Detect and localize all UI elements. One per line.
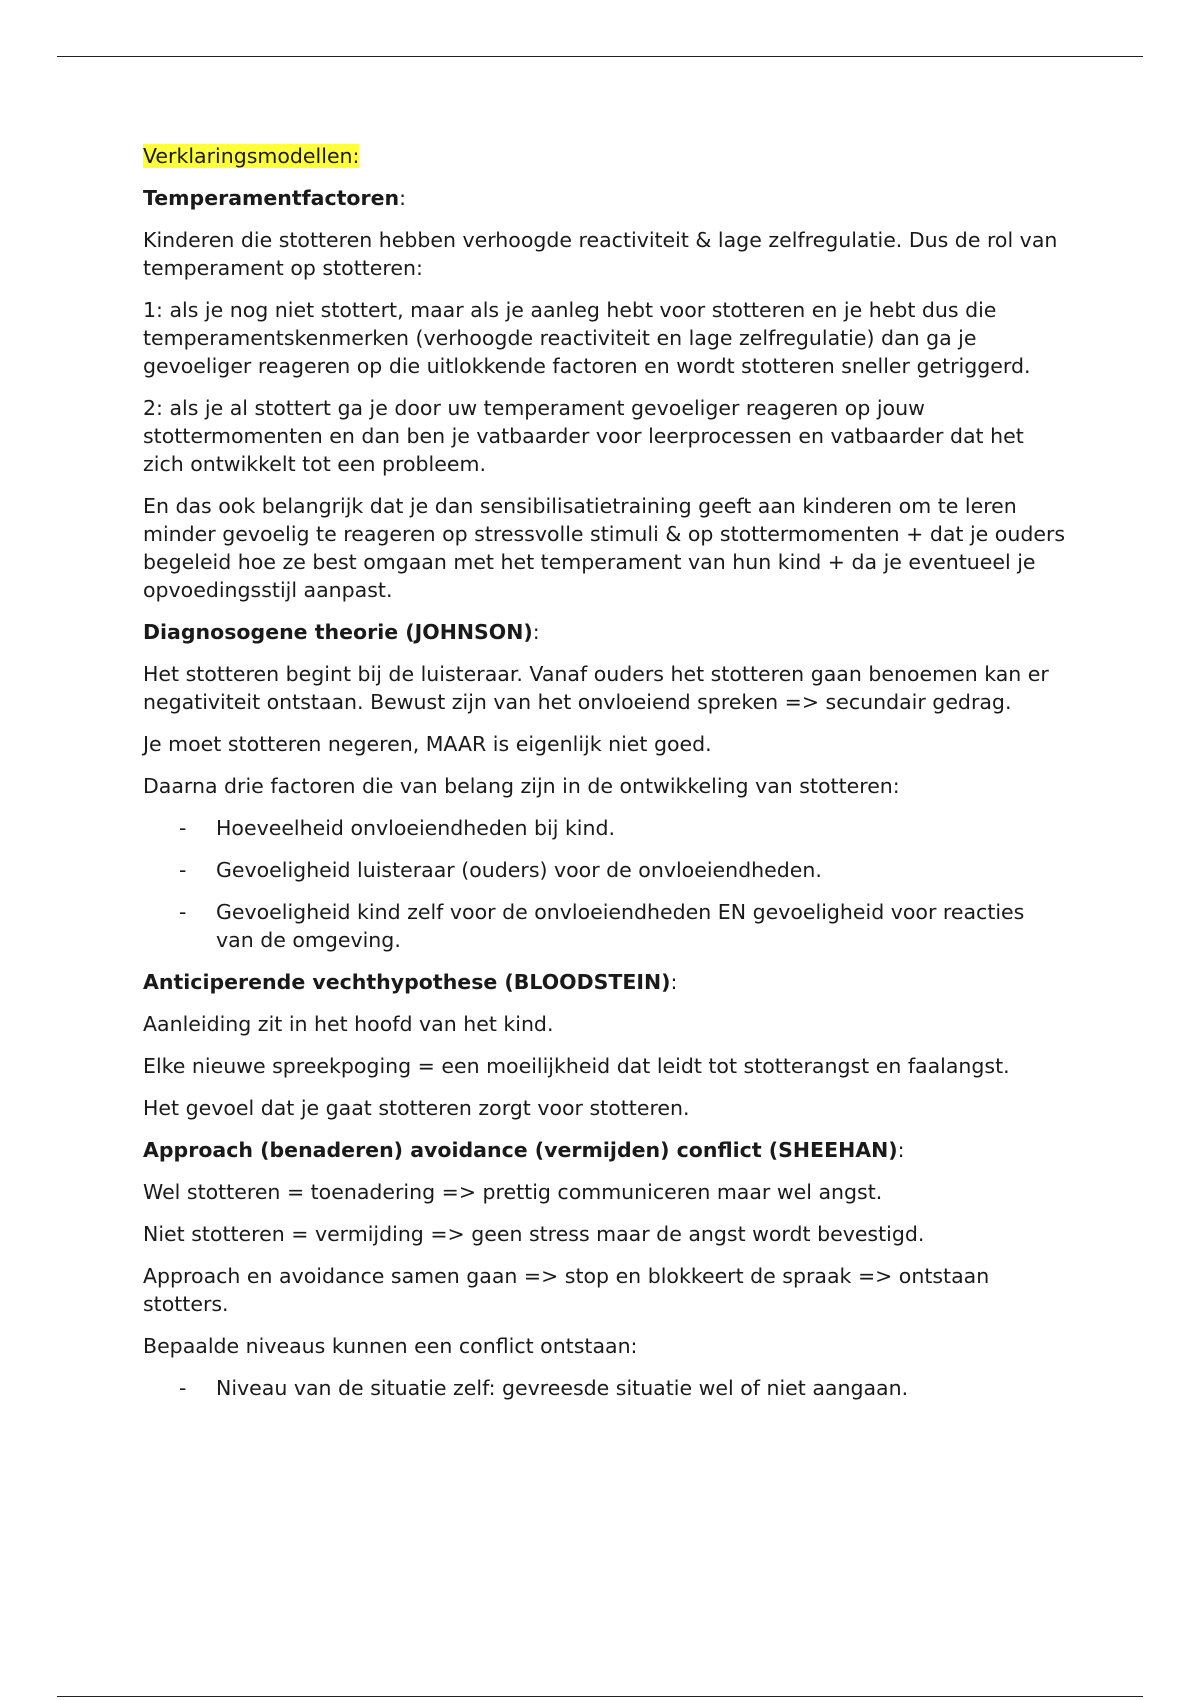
section-heading-anticiperende [143, 968, 1068, 996]
paragraph: Bepaalde niveaus kunnen een conflict ontstaan: [143, 1334, 638, 1358]
list-item-text: Niveau van de situatie zelf: gevreesde situatie wel of niet aangaan. [216, 1376, 909, 1400]
footer-rule [57, 1696, 1143, 1697]
header-rule [57, 56, 1143, 57]
paragraph: Approach en avoidance samen gaan => stop en blokkeert de spraak => ontstaan stotters. [143, 1264, 990, 1316]
section-heading-diagnosogene [143, 618, 1068, 646]
dash-bullet: - [179, 1376, 187, 1400]
paragraph: Elke nieuwe spreekpoging = een moeilijkheid dat leidt tot stotterangst en faalangst. [143, 1054, 1010, 1078]
list-item [143, 1374, 1068, 1402]
heading-text: Approach (benaderen) avoidance (vermijden) conflict (SHEEHAN) [143, 1138, 898, 1162]
dash-bullet: - [179, 858, 187, 882]
highlighted-title: Verklaringsmodellen: [143, 144, 360, 168]
document-title [143, 142, 1068, 170]
list-item-text: Gevoeligheid luisteraar (ouders) voor de onvloeiendheden. [216, 858, 822, 882]
heading-text: Diagnosogene theorie (JOHNSON) [143, 620, 533, 644]
list-item [143, 814, 1068, 842]
paragraph: 2: als je al stottert ga je door uw temperament gevoeliger reageren op jouw stottermomenten en dan ben je vatbaarder voor leerprocessen en vatbaarder dat het zich ontwikkelt tot een probleem. [143, 396, 1024, 476]
paragraph: Wel stotteren = toenadering => prettig communiceren maar wel angst. [143, 1180, 883, 1204]
paragraph: Daarna drie factoren die van belang zijn in de ontwikkeling van stotteren: [143, 774, 900, 798]
heading-colon: : [399, 186, 407, 210]
heading-text: Temperamentfactoren [143, 186, 400, 210]
heading-colon: : [670, 970, 678, 994]
paragraph: Niet stotteren = vermijding => geen stress maar de angst wordt bevestigd. [143, 1222, 925, 1246]
paragraph: Je moet stotteren negeren, MAAR is eigenlijk niet goed. [143, 732, 712, 756]
list-item-text: Hoeveelheid onvloeiendheden bij kind. [216, 816, 616, 840]
dash-bullet: - [179, 900, 187, 924]
paragraph: 1: als je nog niet stottert, maar als je aanleg hebt voor stotteren en je hebt dus die temperamentskenmerken (verhoogde reactiviteit en lage zelfregulatie) dan ga je gevoeliger reageren op die uitlokkende factoren en wordt stotteren sneller getriggerd. [143, 298, 1031, 378]
paragraph: Aanleiding zit in het hoofd van het kind. [143, 1012, 554, 1036]
heading-text: Anticiperende vechthypothese (BLOODSTEIN) [143, 970, 671, 994]
paragraph: Het stotteren begint bij de luisteraar. Vanaf ouders het stotteren gaan benoemen kan er negativiteit ontstaan. Bewust zijn van het onvloeiend spreken => secundair gedrag. [143, 662, 1049, 714]
paragraph: Het gevoel dat je gaat stotteren zorgt voor stotteren. [143, 1096, 690, 1120]
heading-colon: : [532, 620, 540, 644]
section-heading-temperament [143, 184, 1068, 212]
dash-bullet: - [179, 816, 187, 840]
level-list [143, 1374, 1068, 1402]
paragraph: En das ook belangrijk dat je dan sensibilisatietraining geeft aan kinderen om te leren minder gevoelig te reageren op stressvolle stimuli & op stottermomenten + dat je ouders begeleid hoe ze best omgaan met het temperament van hun kind + da je eventueel je opvoedingsstijl aanpast. [143, 494, 1066, 602]
document-body [143, 142, 1068, 1416]
factor-list [143, 814, 1068, 954]
section-heading-approach [143, 1136, 1068, 1164]
heading-colon: : [897, 1138, 905, 1162]
paragraph: Kinderen die stotteren hebben verhoogde reactiviteit & lage zelfregulatie. Dus de rol van temperament op stotteren: [143, 228, 1058, 280]
list-item-text: Gevoeligheid kind zelf voor de onvloeiendheden EN gevoeligheid voor reacties van de omgeving. [216, 900, 1025, 952]
list-item [143, 898, 1068, 954]
list-item [143, 856, 1068, 884]
